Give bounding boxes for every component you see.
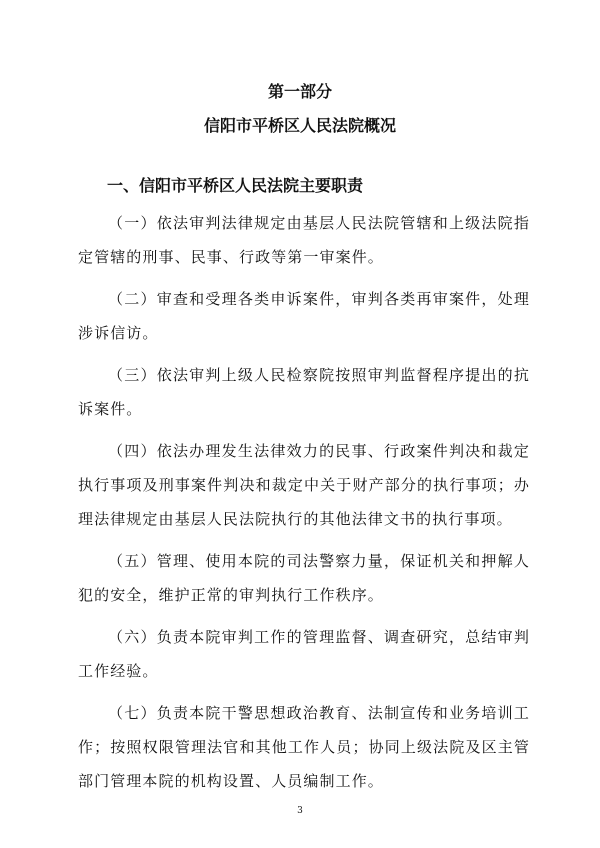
paragraph-5: （五）管理、使用本院的司法警察力量，保证机关和押解人犯的安全，维护正常的审判执行工作秩序。 [78,552,530,604]
paragraph-3: （三）依法审判上级人民检察院按照审判监督程序提出的抗诉案件。 [78,366,530,418]
paragraph-4: （四）依法办理发生法律效力的民事、行政案件判决和裁定执行事项及刑事案件判决和裁定中关于财产部分的执行事项；办理法律规定由基层人民法院执行的其他法律文书的执行事项。 [78,442,530,528]
paragraph-7: （七）负责本院干警思想政治教育、法制宣传和业务培训工作；按照权限管理法官和其他工作人员；协同上级法院及区主管部门管理本院的机构设置、人员编制工作。 [78,704,530,790]
part-title: 第一部分 [267,82,332,101]
paragraph-1: （一）依法审判法律规定由基层人民法院管辖和上级法院指定管辖的刑事、民事、行政等第一审案件。 [78,214,530,266]
paragraph-2: （二）审查和受理各类申诉案件，审判各类再审案件，处理涉诉信访。 [78,290,530,342]
page-number: 3 [297,806,303,816]
body-text [78,206,530,806]
document-title: 信阳市平桥区人民法院概况 [203,116,396,135]
section-heading: 一、信阳市平桥区人民法院主要职责 [107,176,364,195]
paragraph-6: （六）负责本院审判工作的管理监督、调查研究，总结审判工作经验。 [78,628,530,680]
